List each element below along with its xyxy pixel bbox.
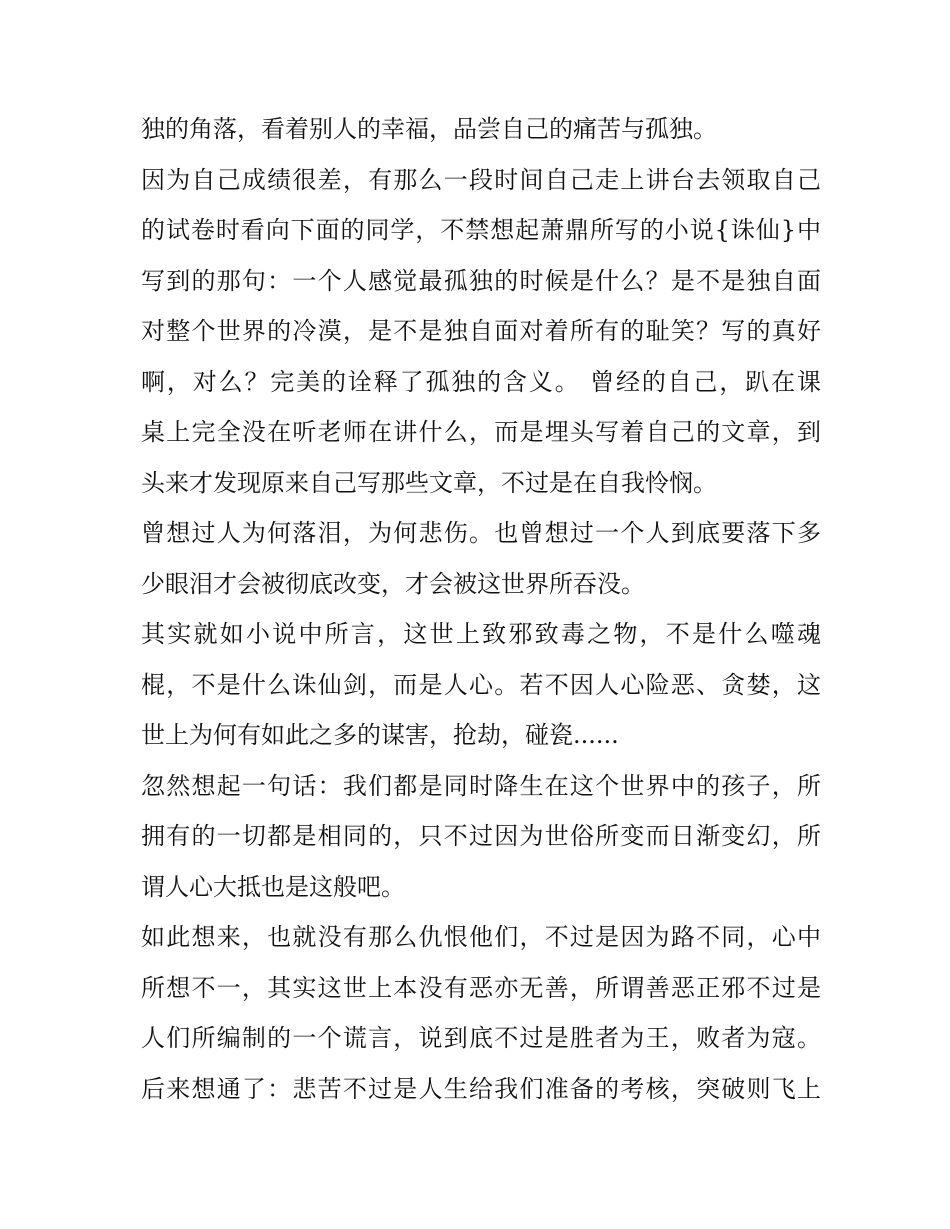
text-line: 拥有的一切都是相同的，只不过因为世俗所变而日渐变幻，所 (141, 822, 821, 850)
text-line: 如此想来，也就没有那么仇恨他们，不过是因为路不同，心中 (141, 923, 821, 951)
text-line: 写到的那句：一个人感觉最孤独的时候是什么？是不是独自面 (141, 266, 821, 295)
text-line: 独的角落，看着别人的幸福，品尝自己的痛苦与孤独。 (141, 115, 717, 143)
text-line: 所想不一，其实这世上本没有恶亦无善，所谓善恶正邪不过是 (141, 973, 821, 1002)
text-line: 头来才发现原来自己写那些文章，不过是在自我怜悯。 (141, 468, 717, 497)
text-line: 对整个世界的冷漠，是不是独自面对着所有的耻笑？写的真好 (141, 317, 821, 345)
text-line: 的试卷时看向下面的同学，不禁想起萧鼎所写的小说{诛仙}中 (141, 216, 821, 244)
text-line: 啊，对么？完美的诠释了孤独的含义。 曾经的自己，趴在课 (141, 367, 821, 396)
text-line: 少眼泪才会被彻底改变，才会被这世界所吞没。 (141, 569, 645, 598)
text-line: 因为自己成绩很差，有那么一段时间自己走上讲台去领取自己 (141, 165, 821, 194)
text-line: 后来想通了：悲苦不过是人生给我们准备的考核，突破则飞上 (141, 1074, 821, 1103)
text-line: 世上为何有如此之多的谋害，抢劫，碰瓷...... (141, 721, 619, 749)
text-line: 忽然想起一句话：我们都是同时降生在这个世界中的孩子，所 (141, 771, 821, 800)
text-line: 人们所编制的一个谎言，说到底不过是胜者为王，败者为寇。 (141, 1024, 821, 1052)
text-line: 曾想过人为何落泪，为何悲伤。也曾想过一个人到底要落下多 (141, 519, 821, 547)
text-line: 桌上完全没在听老师在讲什么，而是埋头写着自己的文章，到 (141, 418, 821, 446)
text-line: 谓人心大抵也是这般吧。 (141, 872, 405, 901)
document-body-text (141, 104, 821, 1114)
text-line: 其实就如小说中所言，这世上致邪致毒之物，不是什么噬魂 (141, 620, 821, 648)
text-line: 棍，不是什么诛仙剑，而是人心。若不因人心险恶、贪婪，这 (141, 670, 821, 699)
